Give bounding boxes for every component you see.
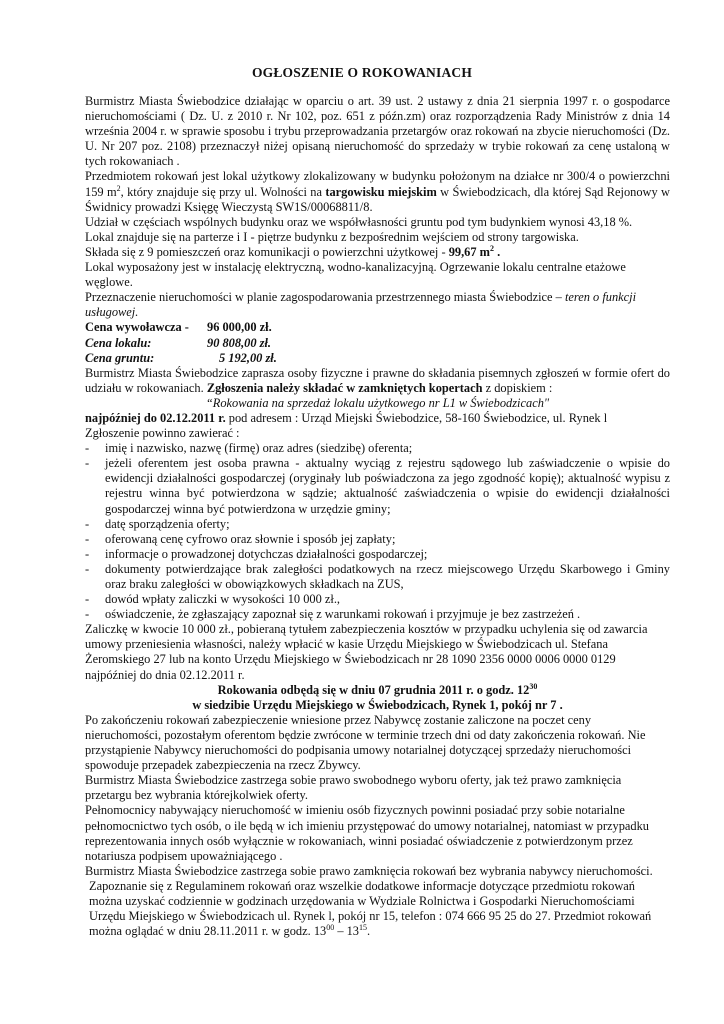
list-item: - datę sporządzenia oferty; [85,517,670,532]
rooms-paragraph [85,245,670,260]
negotiation-date-text: Rokowania odbędą się w dniu 07 grudnia 2011 r. o godz. 12 [217,682,530,697]
negotiation-minutes-sup: 30 [529,681,538,691]
right-close-paragraph: Burmistrz Miasta Świebodzice zastrzega sobie prawo zamknięcia rokowań bez wybrania nabywcy nieruchomości. [85,863,653,878]
price-value: 90 808,00 zł. [207,335,272,350]
price-value: 5 192,00 zł. [219,350,277,365]
usable-area-sup: 2 [490,243,494,253]
viewing-start-sup: 00 [326,923,335,933]
price-value: 96 000,00 zł. [207,320,272,335]
info-paragraph [85,879,670,939]
intro-paragraph: Burmistrz Miasta Świebodzice działając w oparciu o art. 39 ust. 2 ustawy z dnia 21 sierpnia 1997 r. o gospodarce nieruchomościami ( Dz. U. z 2010 r. Nr 102, poz. 651 z późn.zm) oraz rozporządzenia Rady Ministrów z dnia 14 września 2004 r. w sprawie sposobu i trybu przeprowadzania przetargów oraz rokowań na zbycie nieruchomości (Dz. U. Nr 207 poz. 2108) przeznaczył niżej opisaną nieruchomość do sprzedaży w trybie rokowań za cenę ustaloną w tych rokowaniach . [85,94,670,169]
price-row-land [85,351,670,366]
invite-bold: Zgłoszenia należy składać w zamkniętych kopertach [206,380,483,395]
price-label: Cena lokalu: [85,335,152,350]
announcement-body [85,94,670,939]
list-item: - oświadczenie, że zgłaszający zapoznał się z warunkami rokowań i przyjmuje je bez zastrzeżeń . [85,607,670,622]
share-paragraph: Udział w częściach wspólnych budynku oraz we współwłasności gruntu pod tym budynkiem wynosi 43,18 %. [85,214,633,229]
subject-location: targowisku miejskim [325,184,437,199]
viewing-end-sup: 15 [359,923,367,933]
contents-list [85,441,670,622]
proxies-paragraph: Pełnomocnicy nabywający nieruchomość w imieniu osób fizycznych powinni posiadać przy sobie notarialne pełnomocnictwo tych osób, o ile będą w ich imieniu przystępować do umowy notarialnej, natomiast w przypadku reprezentowania innych osób wyłącznie w rokowaniach, winni posiadać oświadczenie z potwierdzonym przez notariusza podpisem upoważniającego . [85,803,649,863]
list-item: - oferowaną cenę cyfrowo oraz słownie i sposób jej zapłaty; [85,532,670,547]
envelope-note: “Rokowania na sprzedaż lokalu użytkowego nr L1 w Świebodzicach" [205,395,550,410]
usable-area: 99,67 m [448,244,490,259]
price-label: Cena wywoławcza - [85,320,189,335]
subject-text-2: , który znajduje się przy ul. Wolności na [120,184,326,199]
invite-end: z dopiskiem : [482,380,553,395]
list-item: - imię i nazwisko, nazwę (firmę) oraz adres (siedzibę) oferenta; [85,441,670,456]
info-end: . [367,924,371,939]
purpose-paragraph [85,290,670,320]
contents-intro: Zgłoszenie powinno zawierać : [85,426,240,441]
list-item: - dokumenty potwierdzające brak zaległości podatkowych na rzecz miejscowego Urzędu Skarbowego i Gminy oraz braku zaległości w obowiązkowych składkach na ZUS, [85,562,670,592]
invite-paragraph [85,366,670,396]
page-title: OGŁOSZENIE O ROKOWANIACH [251,65,473,80]
price-label: Cena gruntu: [85,350,155,365]
subject-text-1: Przedmiotem rokowań jest lokal użytkowy zlokalizowany w budynku położonym na działce nr 300/4 o powierzchni 159 m [85,169,670,199]
subject-paragraph [85,169,670,214]
deadline-paragraph [85,411,670,426]
price-row-unit [85,336,670,351]
deadline-address: pod adresem : Urząd Miejski Świebodzice, 58-160 Świebodzice, ul. Rynek l [225,410,608,425]
negotiation-place: w siedzibie Urzędu Miejskiego w Świebodzicach, Rynek 1, pokój nr 7 . [192,697,563,712]
purpose-function: teren o funkcji usługowej. [85,290,637,320]
location-paragraph: Lokal znajduje się na parterze i I - piętrze budynku z bezpośrednim wejściem od strony targowiska. [85,229,579,244]
after-paragraph: Po zakończeniu rokowań zabezpieczenie wniesione przez Nabywcę zostanie zaliczone na poczet ceny nieruchomości, pozostałym oferentom będzie zwrócone w terminie trzech dni od daty zakończenia rokowań. Nie przystąpienie Nabywcy nieruchomości do podpisania umowy notarialnej dotyczącej sprzedaży nieruchomości spowoduje przepadek zabezpieczenia na rzecz Zbywcy. [85,712,646,773]
negotiation-date [85,683,670,698]
area-unit-sup: 2 [116,183,121,193]
rooms-text: Składa się z 9 pomieszczeń oraz komunikacji o powierzchni użytkowej - [85,244,449,259]
list-item: - jeżeli oferentem jest osoba prawna - aktualny wyciąg z rejestru sądowego lub zaświadczenie o wpisie do ewidencji działalności gospodarczej (oryginały lub poświadczona za jego zgodność kopię); aktualność wypisu z rejestru winna być potwierdzona w sądzie; aktualność zaświadczenia o wpisie do ewidencji działalności gospodarczej winna być potwierdzona w urzędzie gminy; [85,456,670,516]
invite-text: Burmistrz Miasta Świebodzice zaprasza osoby fizyczne i prawne do składania pisemnych zgłoszeń w formie ofert do udziału w rokowaniach. [85,365,670,395]
right-offer-paragraph: Burmistrz Miasta Świebodzice zastrzega sobie prawo swobodnego wyboru oferty, jak też prawo zamknięcia przetargu bez wybrania którejkolwiek oferty. [85,773,622,803]
price-row-starting [85,320,670,335]
list-item: - dowód wpłaty zaliczki w wysokości 10 000 zł., [85,592,670,607]
list-item: - informacje o prowadzonej dotychczas działalności gospodarczej; [85,547,670,562]
purpose-text: Przeznaczenie nieruchomości w planie zagospodarowania przestrzennego miasta Świebodzice – [85,290,565,305]
deadline-date: najpóźniej do 02.12.2011 r. [85,410,226,425]
info-mid: – 13 [334,924,359,939]
deposit-paragraph: Zaliczkę w kwocie 10 000 zł., pobieraną tytułem zabezpieczenia kosztów w przypadku uchylenia się od zawarcia umowy przeniesienia własności, należy wpłacić w kasie Urzędu Miejskiego w Świebodzicach ul. Stefana Żeromskiego 27 lub na konto Urzędu Miejskiego w Świebodzicach nr 28 1090 2356 0000 0006 0000 0129 najpóźniej do dnia 02.12.2011 r. [85,622,648,682]
info-text: Zapoznanie się z Regulaminem rokowań oraz wszelkie dodatkowe informacje dotyczące przedmiotu rokowań można uzyskać codziennie w godzinach urzędowania w Wydziale Rolnictwa i Gospodarki Nieruchomościami Urzędu Miejskiego w Świebodzicach ul. Rynek l, pokój nr 15, telefon : 074 666 95 25 do 27. Przedmiot rokowań można oglądać w dniu 28.11.2011 r. w godz. 13 [89,878,652,939]
subject-text-3: w Świebodzicach, dla której Sąd Rejonowy w Świdnicy prowadzi Księgę Wieczystą SW1S/00068811/8. [85,184,671,214]
equipment-paragraph: Lokal wyposażony jest w instalację elektryczną, wodno-kanalizacyjną. Ogrzewanie lokalu centralne etażowe węglowe. [85,260,626,290]
rooms-end: . [494,244,501,259]
